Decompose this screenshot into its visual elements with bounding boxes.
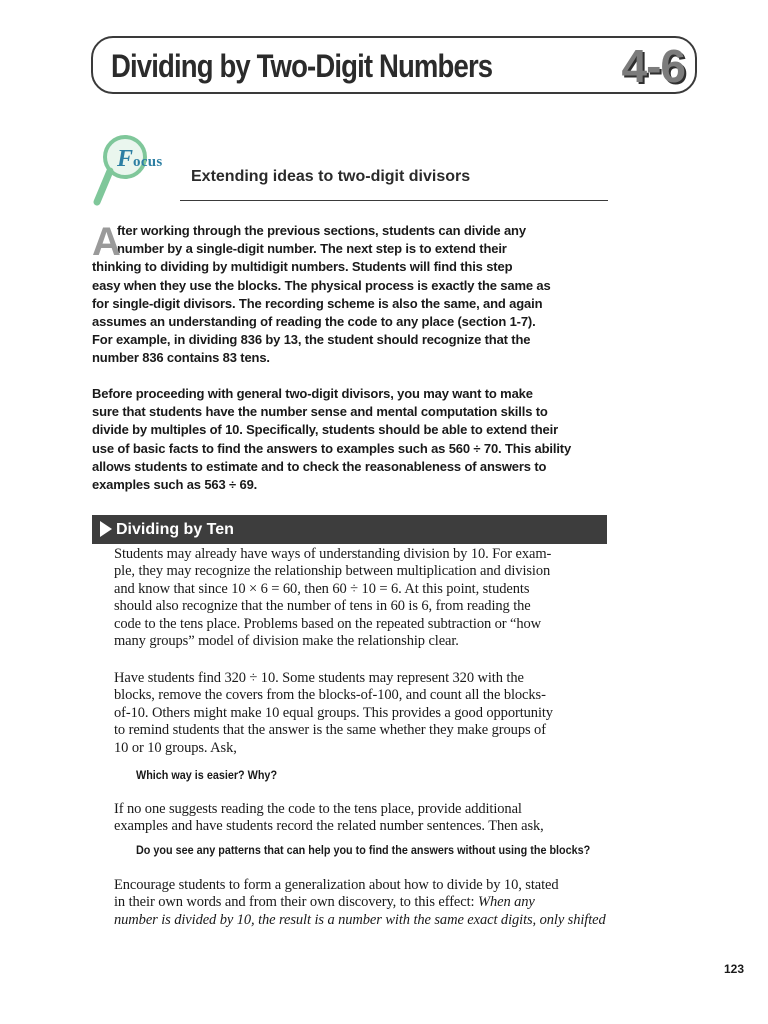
- text-line: allows students to estimate and to check the reasonableness of answers to: [92, 458, 547, 474]
- emphasis-text: When any: [477, 894, 535, 911]
- arrow-right-icon: [100, 521, 112, 537]
- text-segment: in their own words and from their own discovery, to this effect:: [114, 894, 478, 911]
- text-line: fter working through the previous sections, students can divide any: [117, 223, 526, 238]
- text-line: For example, in dividing 836 by 13, the student should recognize that the: [92, 332, 531, 348]
- body-paragraph-2: [114, 670, 614, 757]
- section-number: 4-6: [621, 40, 685, 92]
- focus-label: Focus: [117, 146, 163, 172]
- text-line: If no one suggests reading the code to the tens place, provide additional: [114, 801, 522, 817]
- text-line: many groups” model of division make the relationship clear.: [114, 633, 459, 650]
- text-line: examples such as 563 ÷ 69.: [92, 477, 258, 493]
- text-line: ple, they may recognize the relationship between multiplication and division: [114, 563, 551, 580]
- body-paragraph-1: [114, 546, 614, 650]
- text-line: easy when they use the blocks. The physical process is exactly the same as: [92, 277, 551, 293]
- text-line: use of basic facts to find the answers to examples such as 560 ÷ 70. This ability: [92, 440, 572, 456]
- drop-cap: A: [92, 220, 121, 264]
- section-heading: Dividing by Ten: [116, 521, 234, 538]
- intro-paragraph-2: [92, 385, 612, 494]
- text-line: sure that students have the number sense and mental computation skills to: [92, 404, 548, 420]
- page-number: 123: [723, 962, 744, 976]
- text-line: number 836 contains 83 tens.: [92, 350, 270, 366]
- intro-paragraph-1: [92, 222, 612, 368]
- emphasis-text: number is divided by 10, the result is a number with the same exact digits, only shifted: [114, 911, 606, 928]
- page-title: Dividing by Two-Digit Numbers: [111, 48, 493, 84]
- text-line: should also recognize that the number of tens in 60 is 6, from reading the: [114, 598, 531, 615]
- section-heading-bar: [92, 515, 607, 544]
- text-line: thinking to dividing by multidigit numbers. Students will find this step: [92, 259, 513, 275]
- focus-divider: [180, 200, 608, 201]
- text-line: Encourage students to form a generalization about how to divide by 10, stated: [114, 877, 559, 893]
- text-line: Students may already have ways of understanding division by 10. For exam-: [114, 546, 552, 562]
- body-paragraph-3: [114, 801, 614, 836]
- text-line: for single-digit divisors. The recording scheme is also the same, and again: [92, 295, 543, 311]
- text-line: blocks, remove the covers from the blocks-of-100, and count all the blocks-: [114, 687, 546, 704]
- text-line: and know that since 10 × 6 = 60, then 60 ÷ 10 = 6. At this point, students: [114, 580, 530, 597]
- text-line: divide by multiples of 10. Specifically, students should be able to extend their: [92, 422, 558, 438]
- text-line: examples and have students record the related number sentences. Then ask,: [114, 818, 544, 835]
- teacher-prompt: Do you see any patterns that can help you to find the answers without using the blocks?: [136, 843, 591, 857]
- text-line: assumes an understanding of reading the code to any place (section 1-7).: [92, 314, 536, 330]
- text-line: 10 or 10 groups. Ask,: [114, 739, 237, 756]
- text-line: to remind students that the answer is the same whether they make groups of: [114, 722, 546, 739]
- text-line: code to the tens place. Problems based on the repeated subtraction or “how: [114, 615, 542, 632]
- text-line: number by a single-digit number. The next step is to extend their: [117, 241, 507, 257]
- text-line: Have students find 320 ÷ 10. Some students may represent 320 with the: [114, 670, 524, 686]
- text-line: [114, 894, 614, 911]
- focus-subtitle: Extending ideas to two-digit divisors: [191, 168, 471, 185]
- body-paragraph-4: [114, 877, 614, 929]
- chapter-title-box: [91, 36, 697, 94]
- text-line: of-10. Others might make 10 equal groups. This provides a good opportunity: [114, 704, 553, 721]
- text-line: Before proceeding with general two-digit divisors, you may want to make: [92, 386, 533, 401]
- teacher-prompt: Which way is easier? Why?: [136, 768, 278, 782]
